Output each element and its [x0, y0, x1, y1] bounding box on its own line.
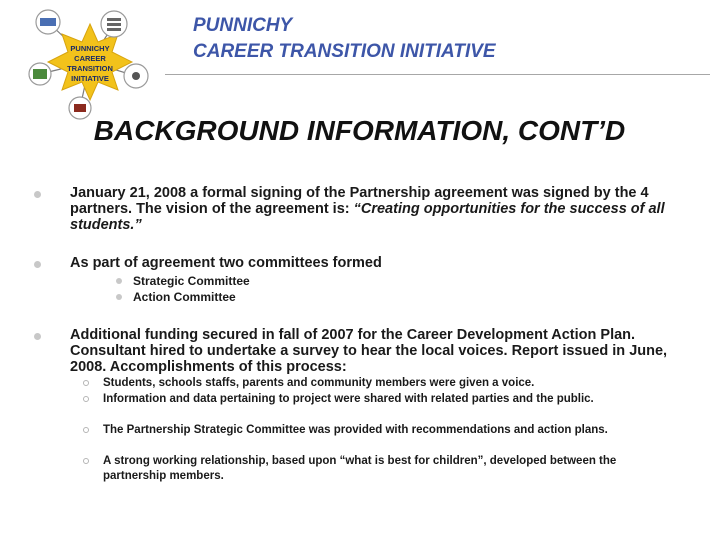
header-title-line1: PUNNICHY	[193, 15, 293, 36]
vision-quote: “Creating opportunities for the success of all students.”	[70, 201, 665, 233]
sub-item-strategic-committee: Strategic Committee	[133, 274, 250, 288]
accomplishment-item: Students, schools staffs, parents and community members were given a voice.	[103, 377, 535, 389]
header-title-line2: CAREER TRANSITION INITIATIVE	[193, 41, 496, 62]
logo-text-line3: TRANSITION	[67, 64, 113, 73]
bullet-dot	[34, 191, 41, 198]
sub-bullet-dot	[116, 278, 122, 284]
page-title: BACKGROUND INFORMATION, CONT’D	[93, 115, 626, 146]
accomplishment-item: A strong working relationship, based upon “what is best for children”, developed between the partnership members.	[103, 455, 617, 482]
ring-bullet	[83, 380, 89, 386]
ring-bullet	[83, 396, 89, 402]
bullet-dot	[34, 261, 41, 268]
bullet-item-funding: Additional funding secured in fall of 2007 for the Career Development Action Plan. Consultant hired to undertake a survey to hear the local voices. Report issued in June, 2008. Accomplishments of this process:	[70, 327, 668, 375]
logo-text-line2: CAREER	[74, 54, 106, 63]
accomplishment-item: Information and data pertaining to project were shared with related parties and the public.	[103, 393, 594, 405]
bullet-item-signing	[70, 185, 680, 233]
logo-text-line1: PUNNICHY	[70, 44, 110, 53]
ring-bullet	[83, 427, 89, 433]
bullet-dot	[34, 333, 41, 340]
sub-item-action-committee: Action Committee	[133, 290, 236, 304]
sub-bullet-dot	[116, 294, 122, 300]
logo-text-line4: INITIATIVE	[71, 74, 109, 83]
bullet-item-committees: As part of agreement two committees formed	[70, 255, 382, 271]
accomplishment-item: The Partnership Strategic Committee was provided with recommendations and action plans.	[103, 424, 608, 436]
header-divider	[165, 74, 710, 75]
initiative-logo	[28, 4, 152, 120]
bullet-text: January 21, 2008 a formal signing of the Partnership agreement was signed by the 4 partners. The vision of the agreement is:	[70, 185, 649, 217]
ring-bullet	[83, 458, 89, 464]
